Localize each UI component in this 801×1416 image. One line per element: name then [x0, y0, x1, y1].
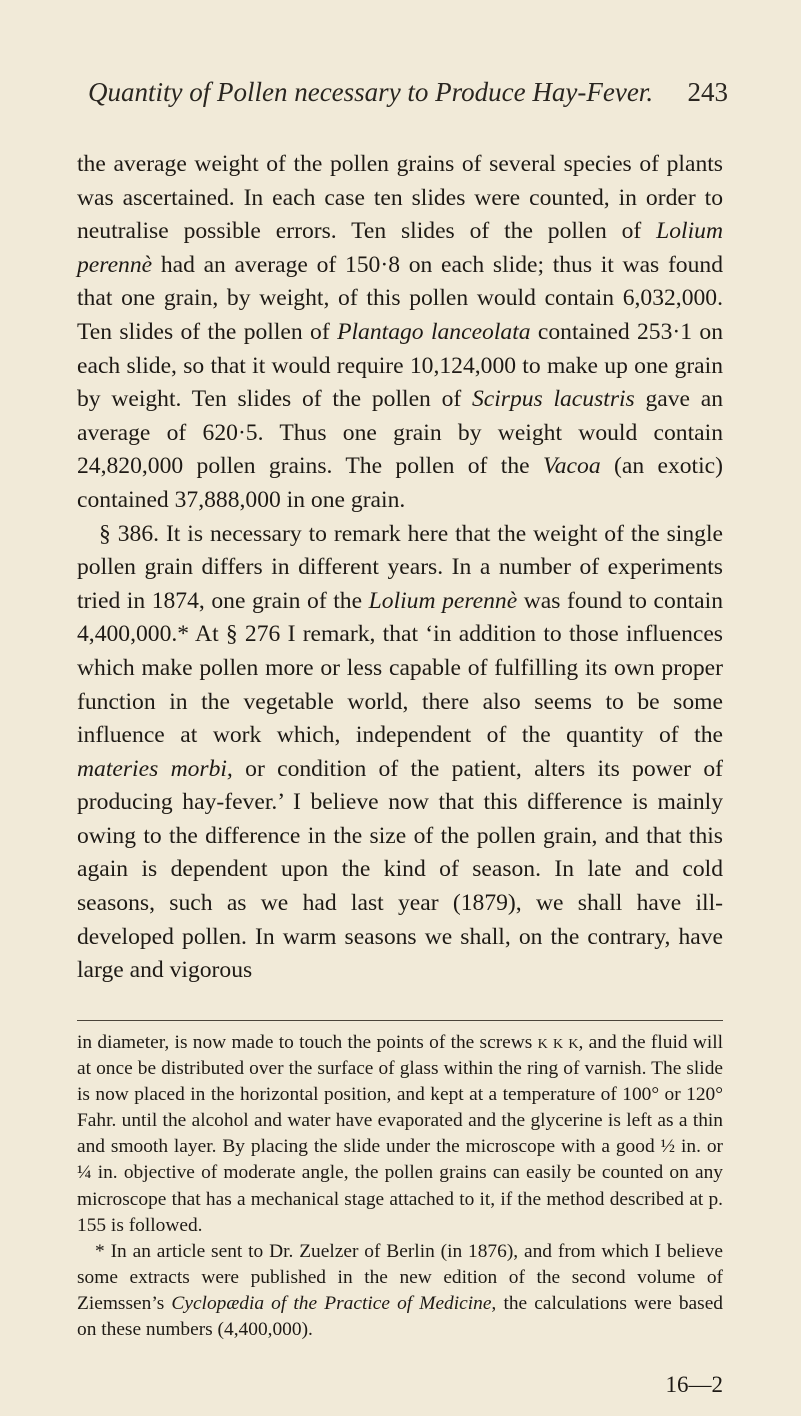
text-run: contained 253·1 on each slide, so that it would require 10,124,000 to make up one grain by weight. Ten slides of the pollen of [77, 318, 723, 413]
text-run: had an average of 150·8 on each slide; thus it was found that one grain, by weight, of this pollen would contain 6,032,000. Ten slides of the pollen of [77, 251, 723, 345]
species-name: Lolium perennè [77, 218, 723, 278]
species-name: Lolium perennè [368, 587, 518, 614]
page-number: 243 [687, 77, 728, 107]
text-run: * In an article sent to Dr. Zuelzer of Berlin (in 1876), and from which I believe some extracts were published in the new edition of the second volume of Ziemssen’s [77, 1240, 723, 1314]
book-title: Cyclopædia of the Practice of Medicine, [171, 1292, 497, 1314]
footnote-continued [77, 1030, 723, 1239]
running-title: Quantity of Pollen necessary to Produce Hay-Fever. [88, 77, 654, 107]
main-text [77, 148, 723, 988]
footnote-divider [77, 1020, 723, 1021]
text-run: or condition of the patient, alters its power of producing hay-fever.’ I believe now that this difference is mainly owing to the difference in the size of the pollen grain, and that this again is dependent upon the kind of season. In late and cold seasons, such as we had last year (1879), we shall have ill-developed pollen. In warm seasons we shall, on the contrary, have large and vigorous [77, 755, 723, 984]
text-run: was found to contain 4,400,000.* At § 276 I remark, that ‘in addition to those influences which make pollen more or less capable of fulfilling its own proper function in the vegetable world, there also seems to be some influence at work which, independent of the quantity of the [77, 587, 723, 749]
text-run: (an exotic) contained 37,888,000 in one grain. [77, 453, 723, 513]
species-name: Vacoa [542, 453, 601, 480]
paragraph-2 [77, 518, 723, 988]
text-run: , and the fluid will at once be distributed over the surface of glass within the ring of varnish. The slide is now placed in the horizontal position, and kept at a temperature of 100° or 120° Fahr. until the alcohol and water have evaporated and the glycerine is left as a thin and smooth layer. By placing the slide under the microscope with a good ½ in. or ¼ in. objective of moderate angle, the pollen grains can easily be counted on any microscope that has a mechanical stage attached to it, if the method described at p. 155 is followed. [77, 1032, 723, 1236]
text-run: in diameter, is now made to touch the points of the screws [77, 1032, 538, 1053]
page-header [88, 70, 728, 114]
text-run: the average weight of the pollen grains of several species of plants was ascertained. In each case ten slides were counted, in order to neutralise possible errors. Ten slides of the pollen of [77, 151, 723, 245]
species-name: Plantago lanceolata [337, 318, 531, 345]
species-name: Scirpus lacustris [471, 386, 635, 413]
signature-mark: 16—2 [665, 1372, 723, 1397]
text-run: § 386. It is necessary to remark here that the weight of the single pollen grain differs in different years. In a number of experiments tried in 1874, one grain of the [77, 520, 723, 614]
text-run: gave an average of 620·5. Thus one grain by weight would contain 24,820,000 pollen grains. The pollen of the [77, 386, 723, 480]
footnotes [77, 1030, 723, 1343]
text-run: the calculations were based on these numbers (4,400,000). [77, 1292, 723, 1341]
screw-labels: k k k [537, 1032, 579, 1053]
latin-term: materies morbi, [77, 755, 233, 782]
footnote-asterisk [77, 1239, 723, 1343]
paragraph-1 [77, 148, 723, 518]
